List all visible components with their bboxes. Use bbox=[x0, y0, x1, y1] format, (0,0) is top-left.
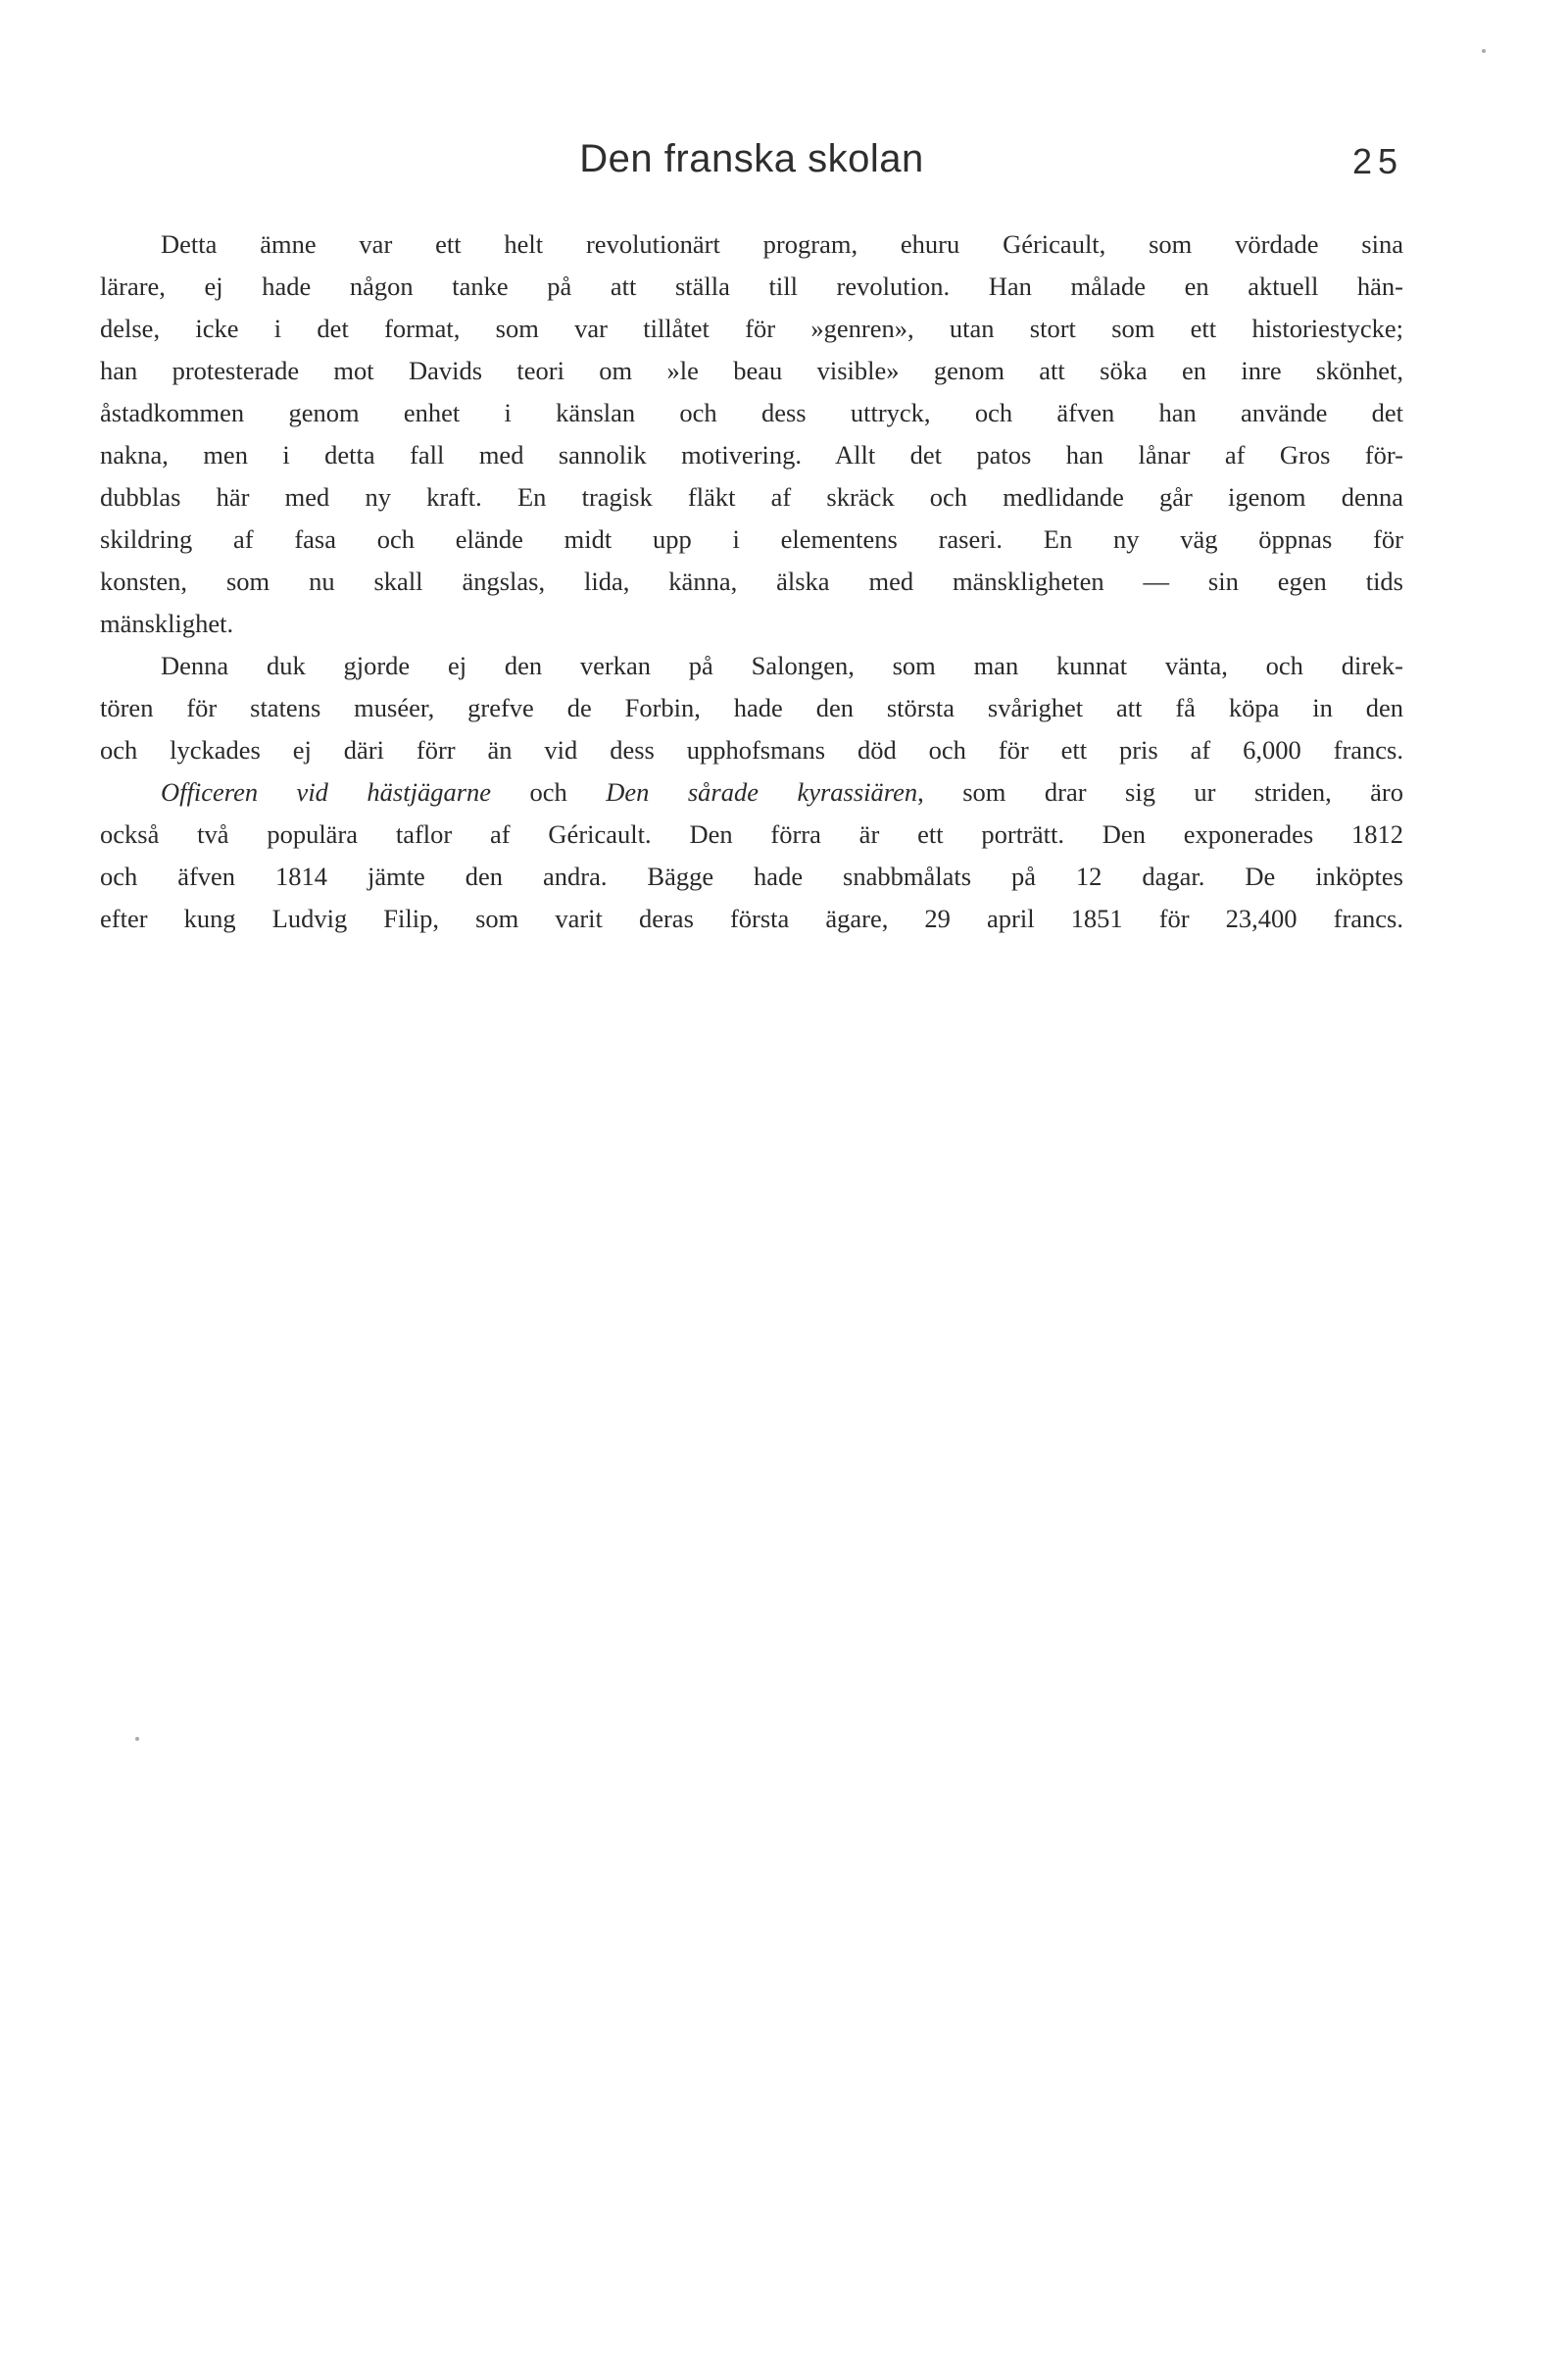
text-line: nakna, men i detta fall med sannolik motivering. Allt det patos han lånar af Gros för- bbox=[100, 440, 1403, 470]
text-line: dubblas här med ny kraft. En tragisk fläkt af skräck och medlidande går igenom denna bbox=[100, 482, 1403, 512]
scan-speck bbox=[1482, 49, 1486, 53]
text-line: lärare, ej hade någon tanke på att ställa till revolution. Han målade en aktuell hän- bbox=[100, 272, 1403, 301]
text-line: efter kung Ludvig Filip, som varit deras första ägare, 29 april 1851 för 23,400 francs. bbox=[100, 904, 1403, 933]
text-line: mänsklighet. bbox=[100, 609, 234, 638]
text-line: han protesterade mot Davids teori om »le beau visible» genom att söka en inre skönhet, bbox=[100, 356, 1403, 385]
page-number: 25 bbox=[1351, 141, 1403, 181]
text-line: delse, icke i det format, som var tillåtet för »genren», utan stort som ett historiestycke; bbox=[100, 314, 1403, 343]
artwork-title: Den sårade kyrassiären bbox=[606, 777, 918, 807]
body-text bbox=[100, 223, 1403, 940]
running-title: Den franska skolan bbox=[579, 137, 924, 180]
text-line: Detta ämne var ett helt revolutionärt program, ehuru Géricault, som vördade sina bbox=[161, 229, 1403, 259]
artwork-title: Officeren vid hästjägarne bbox=[161, 777, 492, 807]
text-line: konsten, som nu skall ängslas, lida, känna, älska med mänskligheten — sin egen tids bbox=[100, 567, 1403, 596]
text-line: också två populära taflor af Géricault. Den förra är ett porträtt. Den exponerades 1812 bbox=[100, 819, 1403, 849]
text-line: tören för statens muséer, grefve de Forbin, hade den största svårighet att få köpa in den bbox=[100, 693, 1403, 722]
text-line: och lyckades ej däri förr än vid dess upphofsmans död och för ett pris af 6,000 francs. bbox=[100, 735, 1403, 765]
text-line: Denna duk gjorde ej den verkan på Salongen, som man kunnat vänta, och direk- bbox=[161, 651, 1403, 680]
text-line: och äfven 1814 jämte den andra. Bägge hade snabbmålats på 12 dagar. De inköptes bbox=[100, 862, 1403, 891]
text-line: skildring af fasa och elände midt upp i elementens raseri. En ny väg öppnas för bbox=[100, 524, 1403, 554]
text-line: Officeren vid hästjägarne och Den sårade kyrassiären, som drar sig ur striden, äro bbox=[161, 777, 1404, 807]
text-line: åstadkommen genom enhet i känslan och dess uttryck, och äfven han använde det bbox=[100, 398, 1403, 427]
running-header bbox=[100, 137, 1403, 196]
scan-speck bbox=[135, 1737, 139, 1741]
